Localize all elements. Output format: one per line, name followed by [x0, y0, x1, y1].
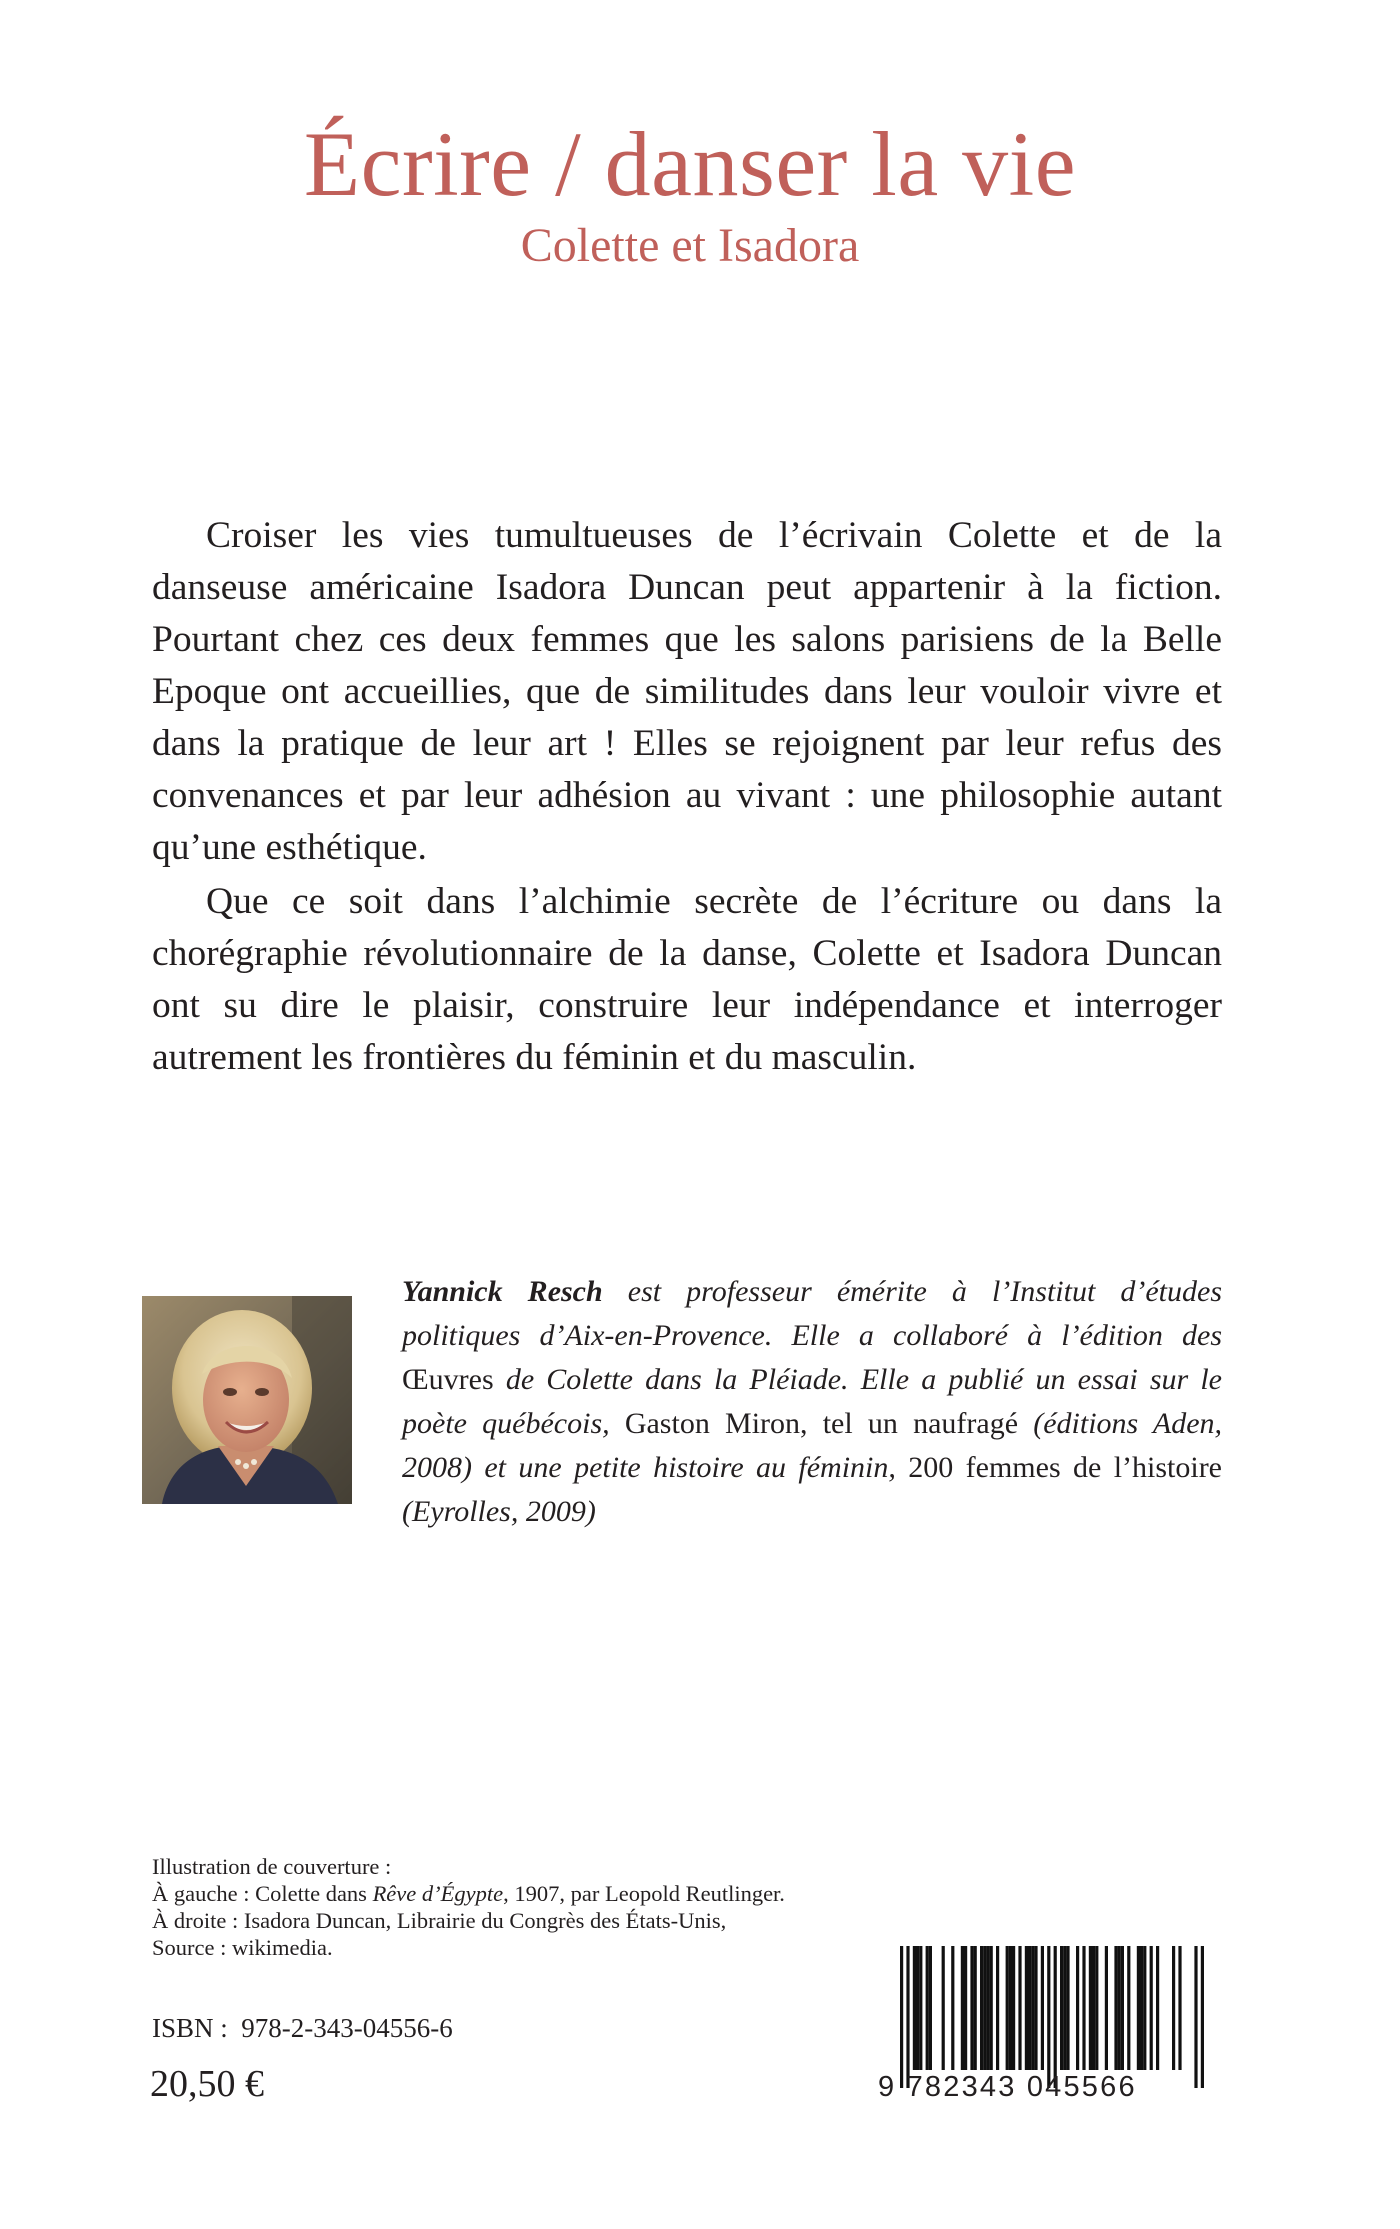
- barcode-bar: [906, 1946, 909, 2088]
- barcode-bar: [1006, 1946, 1009, 2070]
- barcode-bar: [1082, 1946, 1085, 2070]
- summary-paragraph-2: Que ce soit dans l’alchimie secrète de l’écriture ou dans la chorégraphie révolutionnaire de la danse, Colette et Isadora Duncan ont su dire le plaisir, construire leur indépendance et interroger autrement les frontières du féminin et du masculin.: [152, 881, 1222, 1078]
- author-photo: [142, 1296, 352, 1504]
- barcode-bar: [1018, 1946, 1021, 2070]
- barcode-bar: [980, 1946, 983, 2070]
- barcode-bar: [996, 1946, 999, 2070]
- barcode-bar: [1063, 1946, 1066, 2070]
- barcode-bar: [1009, 1946, 1012, 2070]
- author-bio-text: est professeur émérite à l’Institut d’études politiques d’Aix-en-Provence. Elle a collaboré à l’édition des: [402, 1275, 1223, 1352]
- author-biography: [402, 1270, 1222, 1534]
- author-bio-text: de Colette dans la Pléiade. Elle a publié un essai sur le poète québécois,: [402, 1363, 1222, 1440]
- barcode-bar: [1012, 1946, 1015, 2070]
- credits-left-line: [152, 1880, 912, 1907]
- barcode-bar: [1060, 1946, 1063, 2070]
- barcode-bar: [1095, 1946, 1098, 2070]
- book-subtitle: Colette et Isadora: [520, 219, 860, 272]
- author-bio-text: (éditions Aden, 2008) et une petite histoire au féminin,: [402, 1407, 1223, 1484]
- credits-work-title: Rêve d’Égypte: [372, 1881, 504, 1906]
- author-work-title: Œuvres: [402, 1363, 494, 1396]
- barcode-bar: [1201, 1946, 1204, 2088]
- barcode-bar: [1066, 1946, 1069, 2070]
- author-bio-text: (Eyrolles, 2009): [402, 1495, 596, 1528]
- barcode-bar: [1143, 1946, 1146, 2070]
- barcode-bar: [1054, 1946, 1057, 2088]
- barcode-bar: [1092, 1946, 1095, 2070]
- barcode-bar: [1172, 1946, 1175, 2070]
- barcode-bar: [974, 1946, 977, 2070]
- credits-right-line: À droite : Isadora Duncan, Librairie du Congrès des États-Unis,: [152, 1908, 727, 1933]
- barcode-bar: [1127, 1946, 1130, 2070]
- barcode-digits: 9 782343 045566: [878, 2071, 1137, 2103]
- book-summary: [152, 510, 1222, 1084]
- barcode-bar: [1121, 1946, 1124, 2070]
- barcode-bar: [919, 1946, 922, 2070]
- barcode-bar: [1105, 1946, 1108, 2070]
- isbn: ISBN : 978-2-343-04556-6: [152, 2013, 453, 2043]
- cover-illustration-credits: [152, 1853, 912, 1961]
- barcode-bar: [1034, 1946, 1037, 2070]
- book-title: Écrire / danser la vie: [303, 113, 1077, 215]
- author-work-title: 200 femmes de l’histoire: [908, 1451, 1223, 1484]
- barcode-bar: [900, 1946, 903, 2088]
- barcode-bar: [1194, 1946, 1197, 2088]
- author-name: Yannick Resch: [402, 1275, 603, 1308]
- barcode-bar: [970, 1946, 973, 2070]
- barcode-bar: [1137, 1946, 1140, 2070]
- credits-text: À gauche : Colette dans: [152, 1881, 373, 1906]
- barcode-bar: [983, 1946, 986, 2070]
- author-work-title: Gaston Miron, tel un naufragé: [624, 1407, 1019, 1440]
- barcode-bar: [1028, 1946, 1031, 2070]
- barcode-bar: [942, 1946, 945, 2070]
- credits-source: Source : wikimedia.: [152, 1935, 333, 1960]
- barcode-bar: [964, 1946, 967, 2070]
- barcode-bar: [1047, 1946, 1050, 2088]
- barcode-bar: [1076, 1946, 1079, 2070]
- barcode-bar: [916, 1946, 919, 2070]
- barcode-bar: [961, 1946, 964, 2070]
- barcode-bar: [986, 1946, 989, 2070]
- barcode-bar: [1156, 1946, 1159, 2070]
- credits-heading: Illustration de couverture :: [152, 1854, 392, 1879]
- barcode-bar: [1041, 1946, 1044, 2070]
- barcode-bar: [951, 1946, 954, 2070]
- summary-paragraph-1: Croiser les vies tumultueuses de l’écrivain Colette et de la danseuse américaine Isadora Duncan peut appartenir à la fiction. Pourtant chez ces deux femmes que les salons parisiens de la Belle Epoque ont accueillies, que de similitudes dans leur vouloir vivre et dans la pratique de leur art ! Elles se rejoignent par leur refus des convenances et par leur adhésion au vivant : une philosophie autant qu’une esthétique.: [152, 515, 1222, 868]
- barcode-bar: [1114, 1946, 1117, 2070]
- price: 20,50 €: [150, 2063, 264, 2105]
- barcode-bar: [1140, 1946, 1143, 2070]
- barcode-bar: [929, 1946, 932, 2070]
- barcode-bar: [1118, 1946, 1121, 2070]
- barcode-bar: [1150, 1946, 1153, 2070]
- barcode-bar: [1178, 1946, 1181, 2070]
- credits-text: , 1907, par Leopold Reutlinger.: [503, 1881, 785, 1906]
- barcode-bar: [1031, 1946, 1034, 2070]
- barcode-bar: [1089, 1946, 1092, 2070]
- barcode-bar: [926, 1946, 929, 2070]
- barcode-bar: [990, 1946, 993, 2070]
- barcode-bar: [913, 1946, 916, 2070]
- barcode-bar: [1025, 1946, 1028, 2070]
